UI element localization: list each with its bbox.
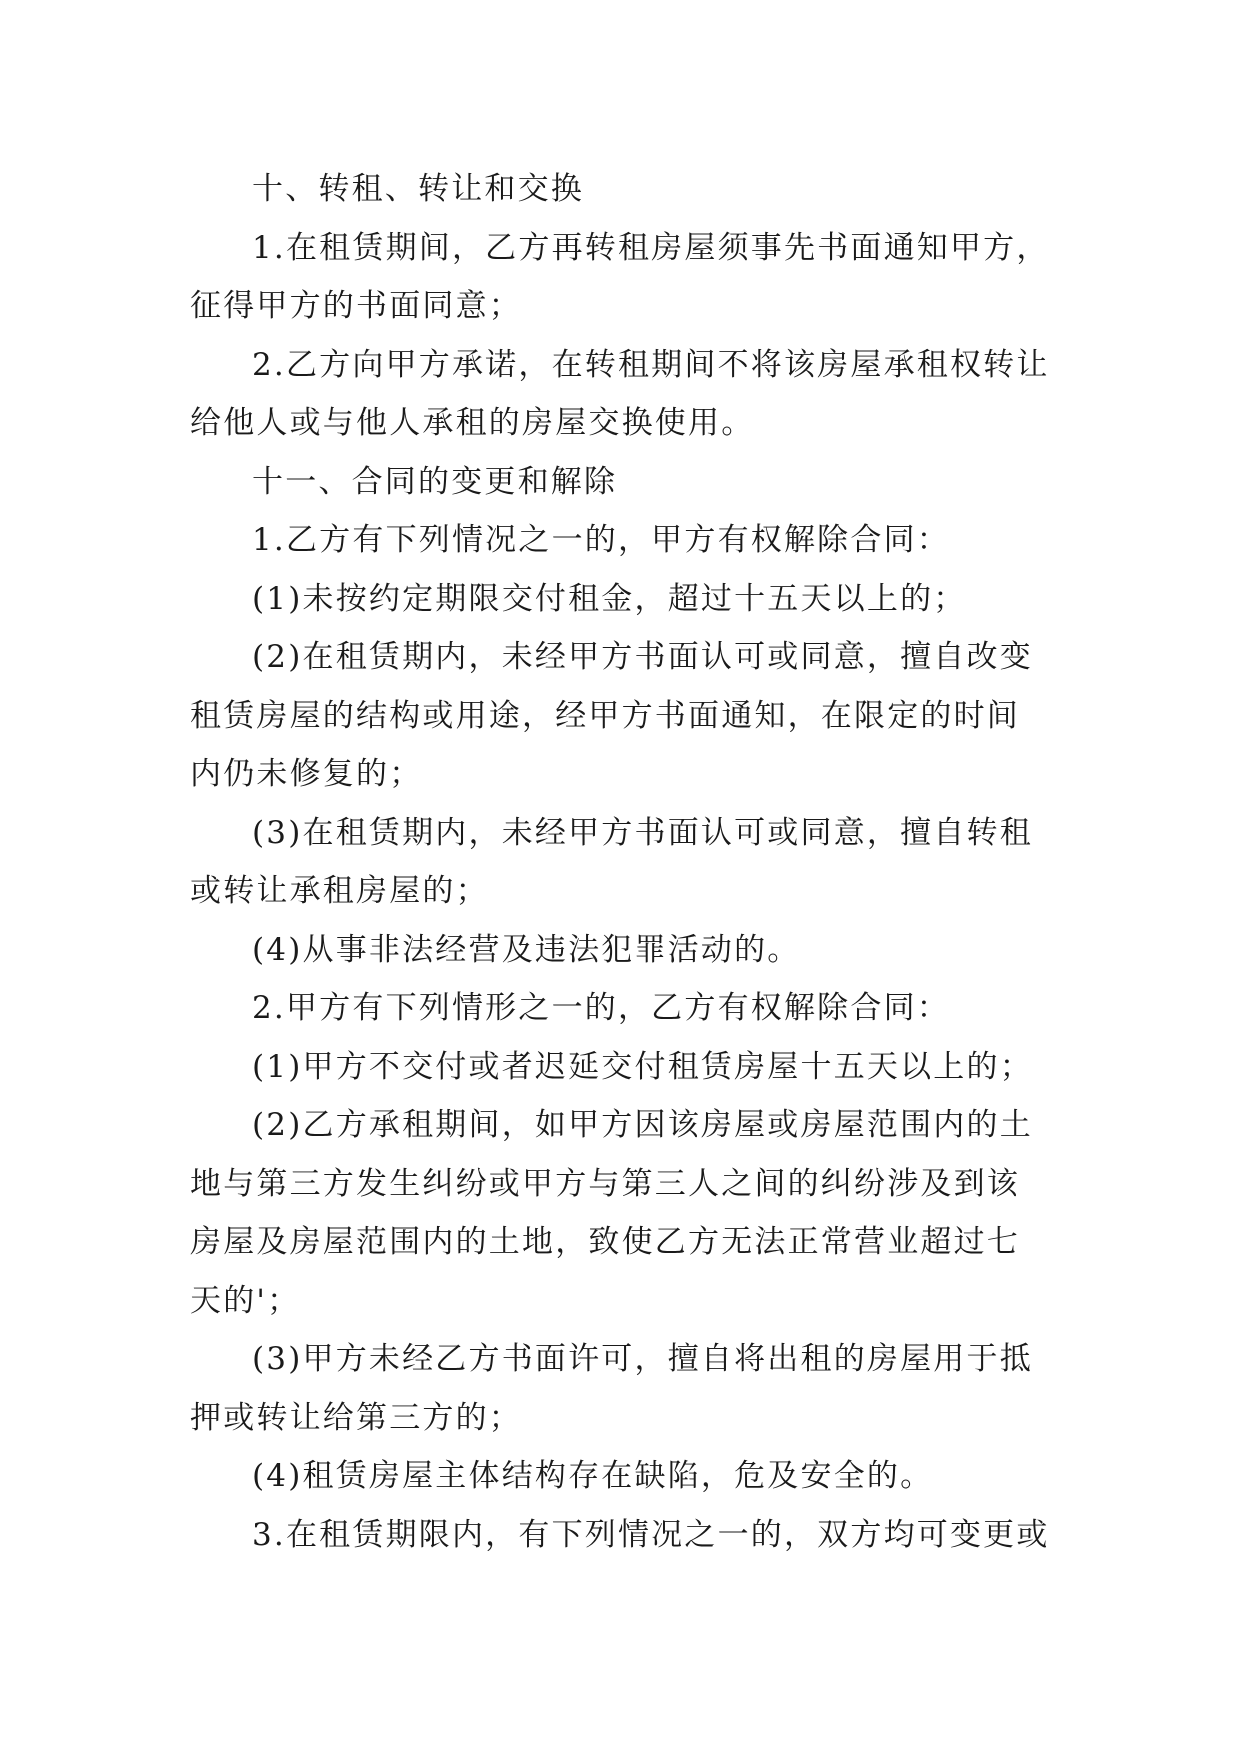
clause-item-structural-defect: (4)租赁房屋主体结构存在缺陷，危及安全的。 <box>252 1458 934 1494</box>
document-body <box>190 160 1050 1564</box>
section-heading-contract-change: 十一、合同的变更和解除 <box>252 463 618 500</box>
section-heading-sublease: 十、转租、转让和交换 <box>252 171 584 207</box>
clause-item-illegal-activity: (4)从事非法经营及违法犯罪活动的。 <box>252 931 801 968</box>
clause-item-late-delivery: (1)甲方不交付或者迟延交付租赁房屋十五天以上的； <box>252 1048 1033 1085</box>
clause-sublease-promise: 2.乙方向甲方承诺，在转租期间不将该房屋承租权转让给他人或与他人承租的房屋交换使用。 <box>190 346 1050 441</box>
clause-sublease-notice: 1.在租赁期间，乙方再转租房屋须事先书面通知甲方，征得甲方的书面同意； <box>190 229 1050 324</box>
clause-item-rent-overdue: (1)未按约定期限交付租金，超过十五天以上的； <box>252 580 967 617</box>
clause-item-third-party-dispute: (2)乙方承租期间，如甲方因该房屋或房屋范围内的土地与第三方发生纠纷或甲方与第三人之间的纠纷涉及到该房屋及房屋范围内的土地，致使乙方无法正常营业超过七天的'； <box>190 1107 1033 1319</box>
clause-item-unauthorized-mortgage: (3)甲方未经乙方书面许可，擅自将出租的房屋用于抵押或转让给第三方的； <box>190 1341 1033 1436</box>
clause-landlord-termination-rights: 1.乙方有下列情况之一的，甲方有权解除合同： <box>252 522 950 558</box>
clause-item-alter-structure: (2)在租赁期内，未经甲方书面认可或同意，擅自改变租赁房屋的结构或用途，经甲方书面通知，在限定的时间内仍未修复的； <box>190 639 1033 792</box>
clause-tenant-termination-rights: 2.甲方有下列情形之一的，乙方有权解除合同： <box>252 990 950 1026</box>
clause-mutual-change: 3.在租赁期限内，有下列情况之一的，双方均可变更或 <box>252 1516 1050 1553</box>
clause-item-unauthorized-sublease: (3)在租赁期内，未经甲方书面认可或同意，擅自转租或转让承租房屋的； <box>190 814 1033 909</box>
